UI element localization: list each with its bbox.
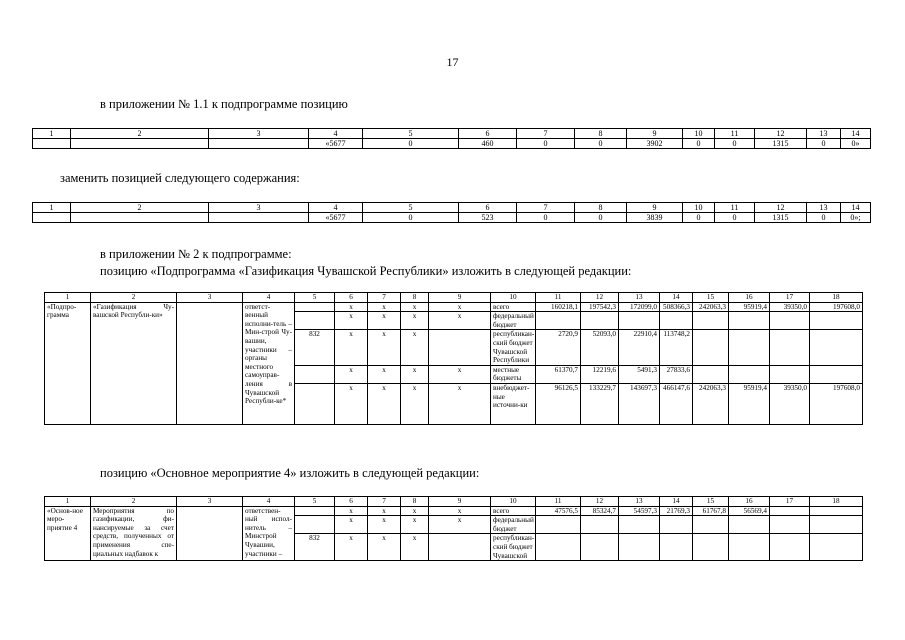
table-cell	[729, 534, 770, 561]
table-cell: x	[429, 365, 491, 383]
table-cell: 508366,3	[660, 302, 693, 312]
header-cell: 16	[729, 293, 770, 303]
header-cell: 11	[715, 203, 755, 213]
header-cell: 7	[517, 203, 575, 213]
page-number: 17	[446, 55, 459, 69]
table-cell: 0»;	[841, 213, 871, 223]
table-old-position	[32, 128, 871, 149]
table-cell: 523	[459, 213, 517, 223]
table-cell	[295, 312, 335, 330]
header-cell: 5	[363, 129, 459, 139]
table-cell: 0	[517, 213, 575, 223]
table-cell	[619, 516, 660, 534]
header-cell: 9	[627, 203, 683, 213]
funding-source-cell: республикан-ский бюджет Чувашской Республики	[491, 330, 536, 365]
table-cell: 3902	[627, 139, 683, 149]
header-cell: 7	[368, 497, 401, 507]
table-cell: 96126,5	[536, 383, 581, 424]
header-cell: 9	[627, 129, 683, 139]
table-cell	[770, 534, 810, 561]
table-cell	[619, 534, 660, 561]
table-cell: 832	[295, 534, 335, 561]
table-cell	[429, 534, 491, 561]
header-cell: 6	[459, 203, 517, 213]
table-cell: x	[368, 365, 401, 383]
table-cell	[810, 330, 863, 365]
header-cell: 7	[368, 293, 401, 303]
header-cell: 8	[401, 497, 429, 507]
table-cell: 22910,4	[619, 330, 660, 365]
table-cell: 61767,8	[693, 506, 729, 516]
table-new-position	[32, 202, 871, 223]
table-cell: x	[401, 383, 429, 424]
table-cell: x	[401, 516, 429, 534]
table-cell: x	[335, 383, 368, 424]
table-cell: x	[368, 534, 401, 561]
table-cell: «5677	[309, 213, 363, 223]
table-cell: 0	[575, 139, 627, 149]
table-cell: 0»	[841, 139, 871, 149]
table-cell	[536, 534, 581, 561]
table-cell	[581, 516, 619, 534]
header-cell: 16	[729, 497, 770, 507]
table-cell	[693, 534, 729, 561]
header-cell: 3	[209, 129, 309, 139]
table-row	[33, 213, 871, 223]
table-cell: x	[401, 312, 429, 330]
table-cell	[770, 506, 810, 516]
header-cell: 8	[575, 129, 627, 139]
header-cell: 6	[335, 497, 368, 507]
program-name-cell: «Газификация Чу-вашской Республи-ки»	[91, 302, 177, 424]
funding-source-cell: всего	[491, 302, 536, 312]
funding-source-cell: местные бюджеты	[491, 365, 536, 383]
table-cell	[177, 302, 243, 424]
table-cell: x	[401, 330, 429, 365]
header-cell: 3	[177, 293, 243, 303]
header-cell: 1	[45, 497, 91, 507]
table-main-activity-4	[44, 496, 863, 561]
table-cell	[295, 506, 335, 516]
header-cell: 13	[807, 203, 841, 213]
table-cell: 160218,1	[536, 302, 581, 312]
table-cell: 5491,3	[619, 365, 660, 383]
table-cell	[729, 516, 770, 534]
header-cell: 2	[91, 497, 177, 507]
funding-source-cell: республикан-ский бюджет Чувашской	[491, 534, 536, 561]
table-cell: 0	[715, 213, 755, 223]
header-cell: 10	[491, 293, 536, 303]
table-cell	[209, 213, 309, 223]
header-cell: 5	[363, 203, 459, 213]
header-cell: 6	[335, 293, 368, 303]
table-cell: 197542,3	[581, 302, 619, 312]
header-cell: 2	[91, 293, 177, 303]
table-cell: x	[368, 506, 401, 516]
table-cell: 242063,3	[693, 383, 729, 424]
header-cell: 11	[536, 293, 581, 303]
header-cell: 12	[581, 293, 619, 303]
header-cell: 3	[177, 497, 243, 507]
funding-source-cell: федеральный бюджет	[491, 516, 536, 534]
table-cell: 21769,3	[660, 506, 693, 516]
table-cell: 197608,0	[810, 302, 863, 312]
table-cell: 0	[363, 139, 459, 149]
table-cell	[619, 312, 660, 330]
table-cell: x	[401, 506, 429, 516]
header-cell: 5	[295, 293, 335, 303]
table-cell: 54597,3	[619, 506, 660, 516]
header-cell: 10	[491, 497, 536, 507]
table-cell: 1315	[755, 139, 807, 149]
header-cell: 17	[770, 293, 810, 303]
header-cell: 13	[619, 497, 660, 507]
row-label-cell: «Подпро-грамма	[45, 302, 91, 424]
table-cell: 12219,6	[581, 365, 619, 383]
table-cell: 39350,0	[770, 383, 810, 424]
funding-source-cell: внебюджет-ные источни-ки	[491, 383, 536, 424]
table-row	[45, 302, 863, 312]
table-cell	[295, 516, 335, 534]
table-cell: x	[401, 302, 429, 312]
header-cell: 5	[295, 497, 335, 507]
table-cell	[770, 516, 810, 534]
header-cell: 10	[683, 129, 715, 139]
row-label-cell: «Основ-ное меро-приятие 4	[45, 506, 91, 561]
table-cell	[770, 312, 810, 330]
table-cell: 39350,0	[770, 302, 810, 312]
table-cell: x	[368, 330, 401, 365]
table-cell	[295, 383, 335, 424]
table-cell: 143697,3	[619, 383, 660, 424]
table-cell: 113748,2	[660, 330, 693, 365]
table-cell: 242063,3	[693, 302, 729, 312]
table-cell: 197608,0	[810, 383, 863, 424]
header-cell: 13	[619, 293, 660, 303]
table-cell: x	[335, 506, 368, 516]
table-cell	[729, 365, 770, 383]
header-cell: 14	[660, 497, 693, 507]
table-cell: 1315	[755, 213, 807, 223]
header-cell: 4	[243, 497, 295, 507]
header-cell: 11	[536, 497, 581, 507]
funding-source-cell: федеральный бюджет	[491, 312, 536, 330]
header-cell: 12	[755, 203, 807, 213]
table-cell	[810, 516, 863, 534]
table-cell: x	[335, 302, 368, 312]
table-cell: 56569,4	[729, 506, 770, 516]
table-cell: 0	[683, 213, 715, 223]
header-cell: 4	[309, 129, 363, 139]
header-cell: 9	[429, 293, 491, 303]
table-cell: 0	[363, 213, 459, 223]
table-cell: x	[429, 506, 491, 516]
header-cell: 10	[683, 203, 715, 213]
table-cell	[429, 330, 491, 365]
table-cell	[536, 312, 581, 330]
table-cell: x	[429, 383, 491, 424]
table-cell: 0	[683, 139, 715, 149]
header-cell: 17	[770, 497, 810, 507]
table-cell: x	[401, 534, 429, 561]
table-cell	[177, 506, 243, 561]
table-cell	[660, 312, 693, 330]
header-cell: 6	[459, 129, 517, 139]
header-cell: 18	[810, 497, 863, 507]
table-cell: x	[401, 365, 429, 383]
table-row	[45, 506, 863, 516]
table-cell: 3839	[627, 213, 683, 223]
table-cell	[810, 534, 863, 561]
table-cell: x	[335, 516, 368, 534]
table-cell	[810, 312, 863, 330]
header-cell: 15	[693, 293, 729, 303]
header-cell: 12	[581, 497, 619, 507]
table-cell	[295, 302, 335, 312]
table-cell	[810, 506, 863, 516]
header-cell: 3	[209, 203, 309, 213]
header-cell: 12	[755, 129, 807, 139]
table-cell	[729, 330, 770, 365]
header-cell: 1	[45, 293, 91, 303]
table-cell	[71, 139, 209, 149]
funding-source-cell: всего	[491, 506, 536, 516]
table-cell	[71, 213, 209, 223]
table-cell: x	[429, 312, 491, 330]
table-cell	[581, 534, 619, 561]
header-cell: 1	[33, 129, 71, 139]
table-row	[33, 139, 871, 149]
header-cell: 14	[841, 203, 871, 213]
header-cell: 4	[309, 203, 363, 213]
paragraph-main-activity-4: позицию «Основное мероприятие 4» изложить в следующей редакции:	[100, 466, 480, 480]
header-cell: 11	[715, 129, 755, 139]
table-header-row	[33, 203, 871, 213]
table-cell	[810, 365, 863, 383]
paragraph-subprogram-position: позицию «Подпрограмма «Газификация Чувашской Республики» изложить в следующей редакции:	[100, 264, 632, 278]
table-cell: 832	[295, 330, 335, 365]
table-cell: 0	[807, 139, 841, 149]
table-subprogram-gasification	[44, 292, 863, 425]
table-cell	[729, 312, 770, 330]
table-cell: 95919,4	[729, 383, 770, 424]
table-header-row	[45, 497, 863, 507]
activity-name-cell: Мероприятия по газификации, фи-нансируемые за счет средств, полученных от применения спе-циальных надбавок к	[91, 506, 177, 561]
header-cell: 4	[243, 293, 295, 303]
header-cell: 14	[660, 293, 693, 303]
table-cell: x	[368, 302, 401, 312]
table-cell: 61370,7	[536, 365, 581, 383]
table-cell: 95919,4	[729, 302, 770, 312]
table-cell	[660, 516, 693, 534]
table-cell: 460	[459, 139, 517, 149]
table-cell	[209, 139, 309, 149]
table-cell: x	[335, 365, 368, 383]
table-cell: 0	[807, 213, 841, 223]
table-cell: 466147,6	[660, 383, 693, 424]
table-cell	[770, 365, 810, 383]
table-cell: x	[368, 516, 401, 534]
paragraph-annex-2: в приложении № 2 к подпрограмме:	[100, 247, 292, 261]
table-cell: 0	[575, 213, 627, 223]
table-cell: 0	[715, 139, 755, 149]
header-cell: 7	[517, 129, 575, 139]
table-cell: 0	[517, 139, 575, 149]
header-cell: 8	[401, 293, 429, 303]
paragraph-replace: заменить позицией следующего содержания:	[60, 171, 300, 185]
table-cell	[33, 139, 71, 149]
table-cell	[693, 365, 729, 383]
table-cell: 85324,7	[581, 506, 619, 516]
table-header-row	[33, 129, 871, 139]
table-cell: 52093,0	[581, 330, 619, 365]
table-cell: 2720,9	[536, 330, 581, 365]
table-cell: x	[368, 383, 401, 424]
header-cell: 9	[429, 497, 491, 507]
table-cell: x	[335, 330, 368, 365]
table-cell	[770, 330, 810, 365]
table-cell: x	[429, 302, 491, 312]
table-cell: 172099,0	[619, 302, 660, 312]
table-cell	[693, 330, 729, 365]
table-cell	[295, 365, 335, 383]
header-cell: 2	[71, 203, 209, 213]
table-cell: x	[429, 516, 491, 534]
table-cell	[33, 213, 71, 223]
header-cell: 13	[807, 129, 841, 139]
table-cell	[693, 516, 729, 534]
table-cell	[660, 534, 693, 561]
table-cell: 27833,6	[660, 365, 693, 383]
table-cell: x	[335, 312, 368, 330]
table-cell: 133229,7	[581, 383, 619, 424]
executor-cell: ответст-венный исполни-тель – Мин-строй Чу-вашии, участники – органы местного самоуправ-ления в Чувашской Республи-ке*	[243, 302, 295, 424]
executor-cell: ответствен-ный испол-нитель – Минстрой Чувашии, участники –	[243, 506, 295, 561]
table-cell	[693, 312, 729, 330]
table-cell: x	[368, 312, 401, 330]
paragraph-annex-1-1: в приложении № 1.1 к подпрограмме позицию	[100, 97, 348, 111]
header-cell: 2	[71, 129, 209, 139]
table-cell: «5677	[309, 139, 363, 149]
table-header-row	[45, 293, 863, 303]
table-cell: x	[335, 534, 368, 561]
header-cell: 15	[693, 497, 729, 507]
header-cell: 1	[33, 203, 71, 213]
table-cell: 47576,5	[536, 506, 581, 516]
table-cell	[536, 516, 581, 534]
table-cell	[581, 312, 619, 330]
header-cell: 14	[841, 129, 871, 139]
header-cell: 18	[810, 293, 863, 303]
header-cell: 8	[575, 203, 627, 213]
